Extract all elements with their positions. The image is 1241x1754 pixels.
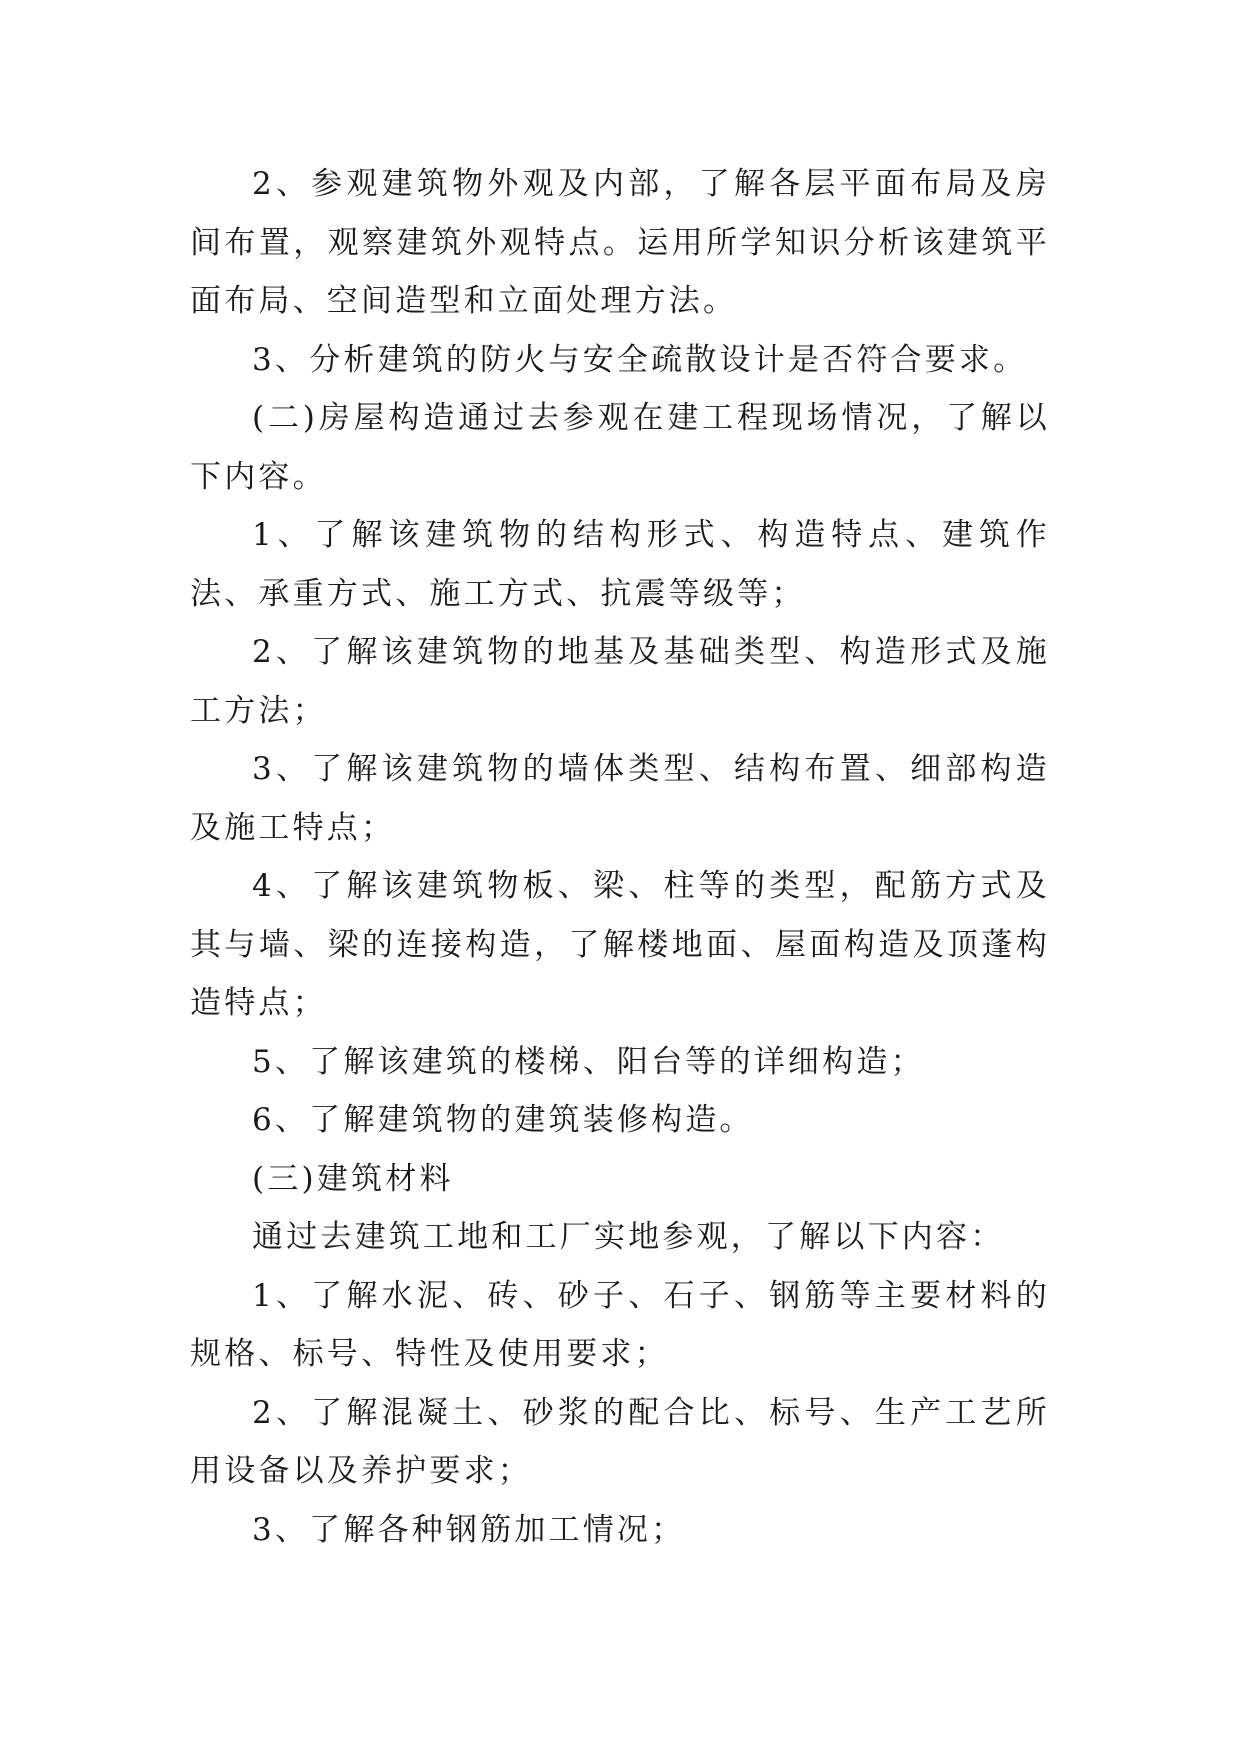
- paragraph-slab-beam-column: 4、了解该建筑物板、梁、柱等的类型，配筋方式及其与墙、梁的连接构造，了解楼地面、屋面构造及顶蓬构造特点；: [190, 868, 1050, 1021]
- paragraph-structure-form: 1、了解该建筑物的结构形式、构造特点、建筑作法、承重方式、施工方式、抗震等级等；: [190, 517, 1050, 612]
- paragraph-foundation: 2、了解该建筑物的地基及基础类型、构造形式及施工方法；: [190, 634, 1050, 729]
- paragraph-fire-safety: 3、分析建筑的防火与安全疏散设计是否符合要求。: [252, 341, 1028, 378]
- document-body: [190, 155, 1050, 1559]
- paragraph-materials-intro: 通过去建筑工地和工厂实地参观，了解以下内容：: [252, 1219, 1005, 1255]
- paragraph-concrete-mortar: 2、了解混凝土、砂浆的配合比、标号、生产工艺所用设备以及养护要求；: [190, 1394, 1050, 1489]
- section-heading-materials: (三)建筑材料: [252, 1160, 454, 1197]
- paragraph-main-materials: 1、了解水泥、砖、砂子、石子、钢筋等主要材料的规格、标号、特性及使用要求；: [190, 1277, 1050, 1372]
- paragraph-visit-layout: 2、参观建筑物外观及内部，了解各层平面布局及房间布置，观察建筑外观特点。运用所学知识分析该建筑平面布局、空间造型和立面处理方法。: [190, 166, 1050, 319]
- paragraph-wall: 3、了解该建筑物的墙体类型、结构布置、细部构造及施工特点；: [190, 751, 1050, 846]
- section-heading-construction: (二)房屋构造通过去参观在建工程现场情况，了解以下内容。: [190, 400, 1050, 495]
- paragraph-decoration: 6、了解建筑物的建筑装修构造。: [252, 1102, 754, 1138]
- paragraph-stairs-balcony: 5、了解该建筑的楼梯、阳台等的详细构造；: [252, 1043, 925, 1080]
- paragraph-rebar-processing: 3、了解各种钢筋加工情况；: [252, 1511, 686, 1548]
